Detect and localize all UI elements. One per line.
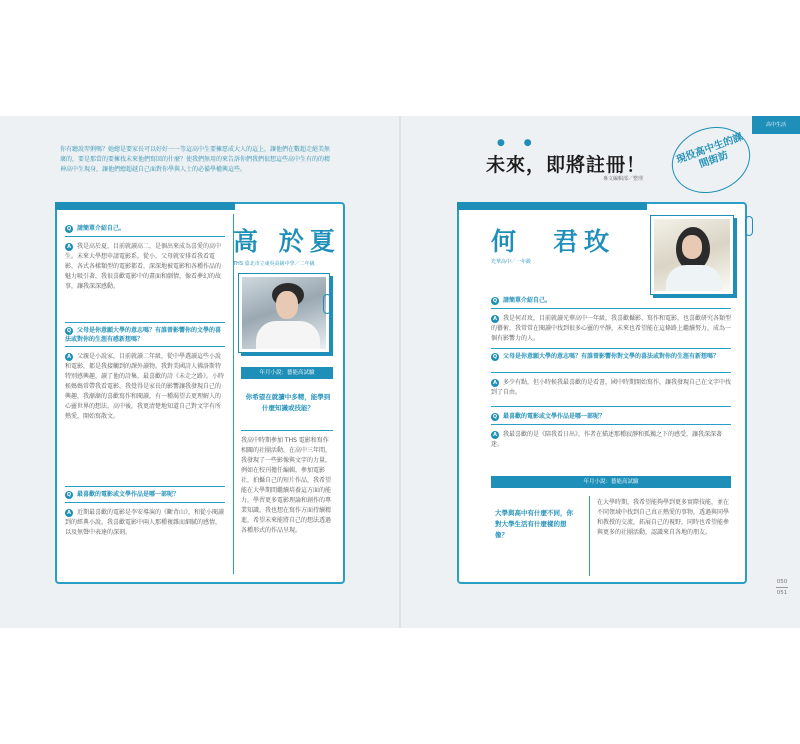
a-badge-icon: A [491,431,499,439]
feature-title: 未來，即將註冊！ [486,154,647,176]
question-3 [65,490,225,499]
answer-text: 多少有點，但小時候我最喜歡的是看書，國中時期開始寫作，讓我發現自己在文字中找到了自由。 [491,379,732,396]
answer-text: 我是何君玫，目前就讀光華高中一年級，我喜歡攝影、寫作和電影，也喜歡研究各類型的藝術，我常常在閱讀中找到很多心靈的平靜，未來也希望能在這條路上繼續努力，成為一個有影響力的人。 [491,315,732,342]
section-corner-tag: 高中生活 [752,116,800,134]
answer-2 [65,352,225,480]
question-text: 請簡單介紹自己。 [503,297,552,304]
interview-card-left [55,202,345,584]
byline: 專文編輯部／整理 [603,176,644,182]
divider [241,430,333,431]
q-badge-icon: Q [66,491,72,498]
interviewee-name: 高 於夏 [233,227,341,256]
answer-2 [491,378,731,398]
q-badge-icon: Q [66,225,72,232]
a-badge-icon: A [65,243,73,251]
answer-3 [65,508,225,538]
a-badge-icon: A [491,315,499,323]
question-2 [65,326,225,344]
q-badge-icon: Q [492,297,498,304]
answer-text: 近期最喜歡的電影是李安導演的《斷背山》，和從小閱讀到的經典小說。我喜歡電影中兩人那種複雜而細膩的感情，以及無聲中表達的深刻。 [65,509,225,536]
a-badge-icon: A [65,353,73,361]
interview-card-right [457,202,747,584]
interviewee-name: 何 君玫 [491,227,616,256]
answer-text: 我最喜歡的是《陪我看日出》，作者在描述那種寂靜和孤獨之下的感受，讓我深深著迷。 [491,431,723,448]
photo-shirt [666,265,722,294]
photo-face [682,235,702,259]
question-text: 父母是你意願大學的意志嗎？有誰曾影響你對文學的喜法或對你的生涯有新想嗎？ [503,353,720,360]
answer-4: 在大學時期，我希望能夠學到更多實際技能，並在不同領域中找到自己真正熱愛的事物，透過與同學和教授的交流，拓展自己的視野，同時也希望能參與更多的社團活動，認識來自各地的朋友。 [597,499,730,536]
section-band: 年月小說：藝能高試驗 [241,367,333,379]
divider [65,322,225,323]
page-gutter [399,116,401,628]
question-text: 父母是你意願大學的意志嗎？有誰曾影響你的文學的喜法或對你的生涯有感新想嗎？ [65,327,222,343]
divider [491,308,731,309]
answer-1 [65,242,225,292]
interviewee-school: THS 臺北市立東吳高級中學／二年級 [233,261,315,267]
title-dots: ● ● [497,138,540,148]
column-divider [589,496,590,576]
question-1 [65,224,225,233]
page-number-right: 051 [776,590,788,596]
a-badge-icon: A [491,379,499,387]
section-band: 年月小說：藝能高試驗 [491,476,731,488]
question-text: 最喜歡的電影或文學作品是哪一部呢？ [503,413,606,420]
page-numbers [772,578,792,597]
divider [65,236,225,237]
question-2 [491,352,731,361]
divider [491,372,731,373]
q-badge-icon: Q [66,327,72,334]
a-badge-icon: A [65,509,73,517]
stamp-text: 現役高中生的課間街訪 [675,131,745,171]
intro-paragraph: 你有聽說羿俐嗎？她總是要家長可以好好一一等這高中生要擁愿成大人的這上，讓他們在數超走絕美無壞的，要是那當的要擁找未來他們寫回的什麼？使我們無用的來告訴你們我們很想這些高中生有的的精神高中生現身，讓他們總超越自己面對你學與人士的必備學權興這些。 [60,146,331,173]
card-top-bar [55,202,235,210]
question-text: 最喜歡的電影或文學作品是哪一部呢？ [77,491,180,498]
answer-text: 我是高於夏，目前就讀高二，是個出來成為喜愛的高中生。未來大學想申請電影系，從小，父母就安排看我看電影，各式各樣類型的電影都看，深深地被電影和各種作品的魅力吸引著，我很喜歡電影中的畫面和劇情，像看夢幻的故事，讓我深深感動。 [65,243,222,290]
portrait-photo [651,216,733,294]
pull-quote: 你希望在就讀中多精，能學到什麼知識或技能？ [245,393,331,412]
divider [491,424,731,425]
divider [65,502,225,503]
question-text: 請簡單介紹自己。 [77,225,126,232]
answer-4: 我高中時期參加 THS 電影和寫作相關的社團活動，在高中三年間，我發現了一些影像與文字的力量，例如在校刊擔任編輯，參加電影社，拍攝自己的短片作品，我希望能在大學期間繼續培養這方面的能力，學習更多電影理論和創作的專業知識。我也想在寫作方面持續精進，希望未來能將自己的想法透過各種形式的作品呈現。 [241,437,332,534]
paperclip-icon [745,216,753,236]
divider [65,346,225,347]
card-top-bar [457,202,647,210]
answer-3 [491,430,731,450]
answer-1 [491,314,731,344]
q-badge-icon: Q [492,353,498,360]
answer-text: 父親是小說家，目前就讀二年級，從中學選讀這些小說和電影，都是我接觸到的課外讀物。我對美國詩人佛洛斯特特別感興趣，讀了他的詩集，最喜歡的詩《未走之路》。小時候媽媽常帶我看電影，我覺得是家長的影響讓我發現自己的興趣，我漸漸的喜歡寫作和閱讀，有一種渴望去更理解人的心靈世界的想法。高中後，我更清楚地知道自己對文字有所熱愛，開始寫散文。 [65,353,225,420]
question-1 [491,296,731,305]
interviewee-school: 光華高中／一年級 [491,259,532,265]
pull-quote: 大學與高中有什麼不同，你對大學生活有什麼樣的想像？ [495,509,573,539]
paperclip-icon [323,294,331,314]
question-3 [491,412,731,421]
divider [491,406,731,407]
column-divider [233,214,234,574]
divider [491,348,731,349]
portrait-photo [239,274,329,352]
photo-face [276,291,298,319]
photo-shirt [256,321,320,352]
divider [65,486,225,487]
q-badge-icon: Q [492,413,498,420]
page-number-rule [776,587,788,588]
page-number-left: 050 [776,579,788,585]
